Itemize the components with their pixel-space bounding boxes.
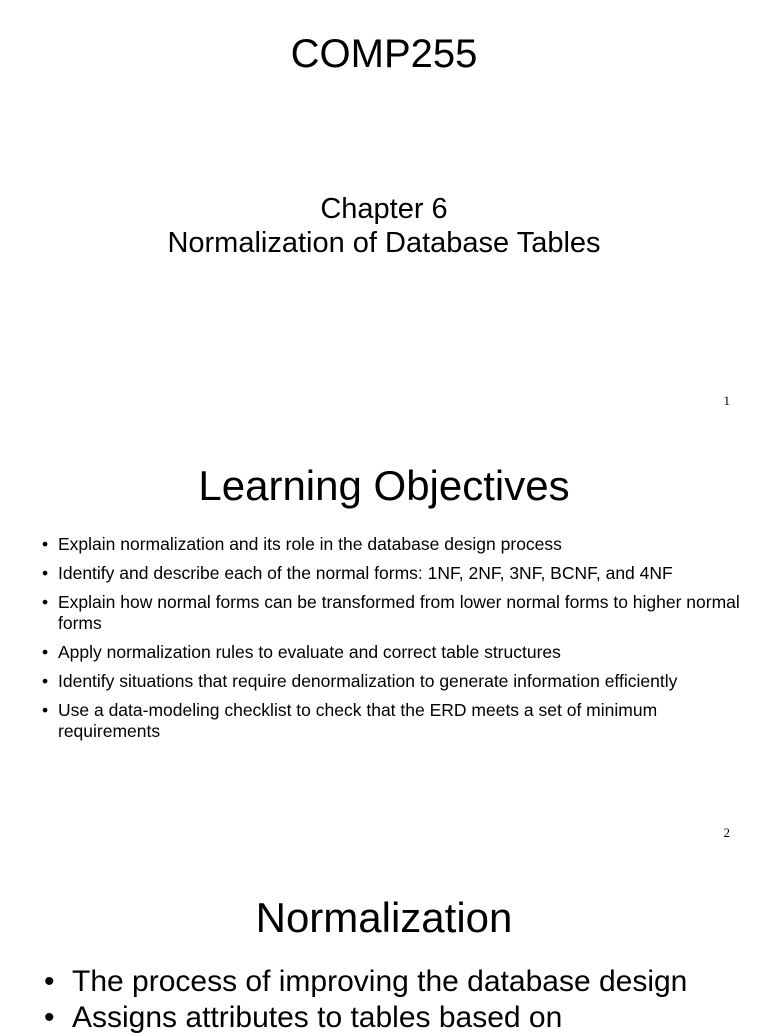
- bullet-icon: •: [44, 965, 55, 998]
- page-number: 1: [723, 393, 730, 408]
- list-item: [42, 671, 742, 692]
- bullet-icon: •: [42, 563, 49, 583]
- objective-text: Use a data-modeling checklist to check that the ERD meets a set of minimum requirements: [58, 700, 658, 741]
- objective-text: Identify and describe each of the normal forms: 1NF, 2NF, 3NF, BCNF, and 4NF: [58, 563, 673, 583]
- bullet-icon: •: [44, 1001, 55, 1034]
- list-item: [42, 534, 742, 555]
- list-item: [42, 642, 742, 663]
- list-item: [44, 964, 744, 1000]
- bullet-icon: •: [42, 642, 49, 662]
- objectives-list: [42, 534, 742, 750]
- bullet-icon: •: [42, 700, 49, 720]
- list-item: [42, 592, 742, 634]
- list-item: [42, 563, 742, 584]
- slide-3: [0, 864, 768, 1034]
- slide-title: Learning Objectives: [198, 462, 570, 509]
- chapter-heading: [0, 192, 768, 260]
- objective-text: Identify situations that require denormalization to generate information efficiently: [58, 671, 678, 691]
- list-item: [44, 1000, 744, 1036]
- slide-1: [0, 0, 768, 432]
- bullet-text: The process of improving the database design: [72, 965, 688, 998]
- normalization-bullets: [44, 964, 744, 1036]
- slide-2: [0, 432, 768, 864]
- chapter-number: Chapter 6: [320, 193, 448, 225]
- bullet-icon: •: [42, 534, 49, 554]
- page-number: 2: [723, 825, 730, 840]
- chapter-title: Normalization of Database Tables: [167, 227, 601, 259]
- slide-title: Normalization: [255, 894, 513, 941]
- objective-text: Explain how normal forms can be transformed from lower normal forms to higher normal forms: [58, 592, 740, 633]
- objective-text: Explain normalization and its role in the database design process: [58, 534, 562, 554]
- bullet-text: Assigns attributes to tables based on: [72, 1001, 563, 1034]
- bullet-icon: •: [42, 592, 49, 612]
- course-title: COMP255: [290, 32, 478, 76]
- objective-text: Apply normalization rules to evaluate and correct table structures: [58, 642, 561, 662]
- list-item: [42, 700, 742, 742]
- bullet-icon: •: [42, 671, 49, 691]
